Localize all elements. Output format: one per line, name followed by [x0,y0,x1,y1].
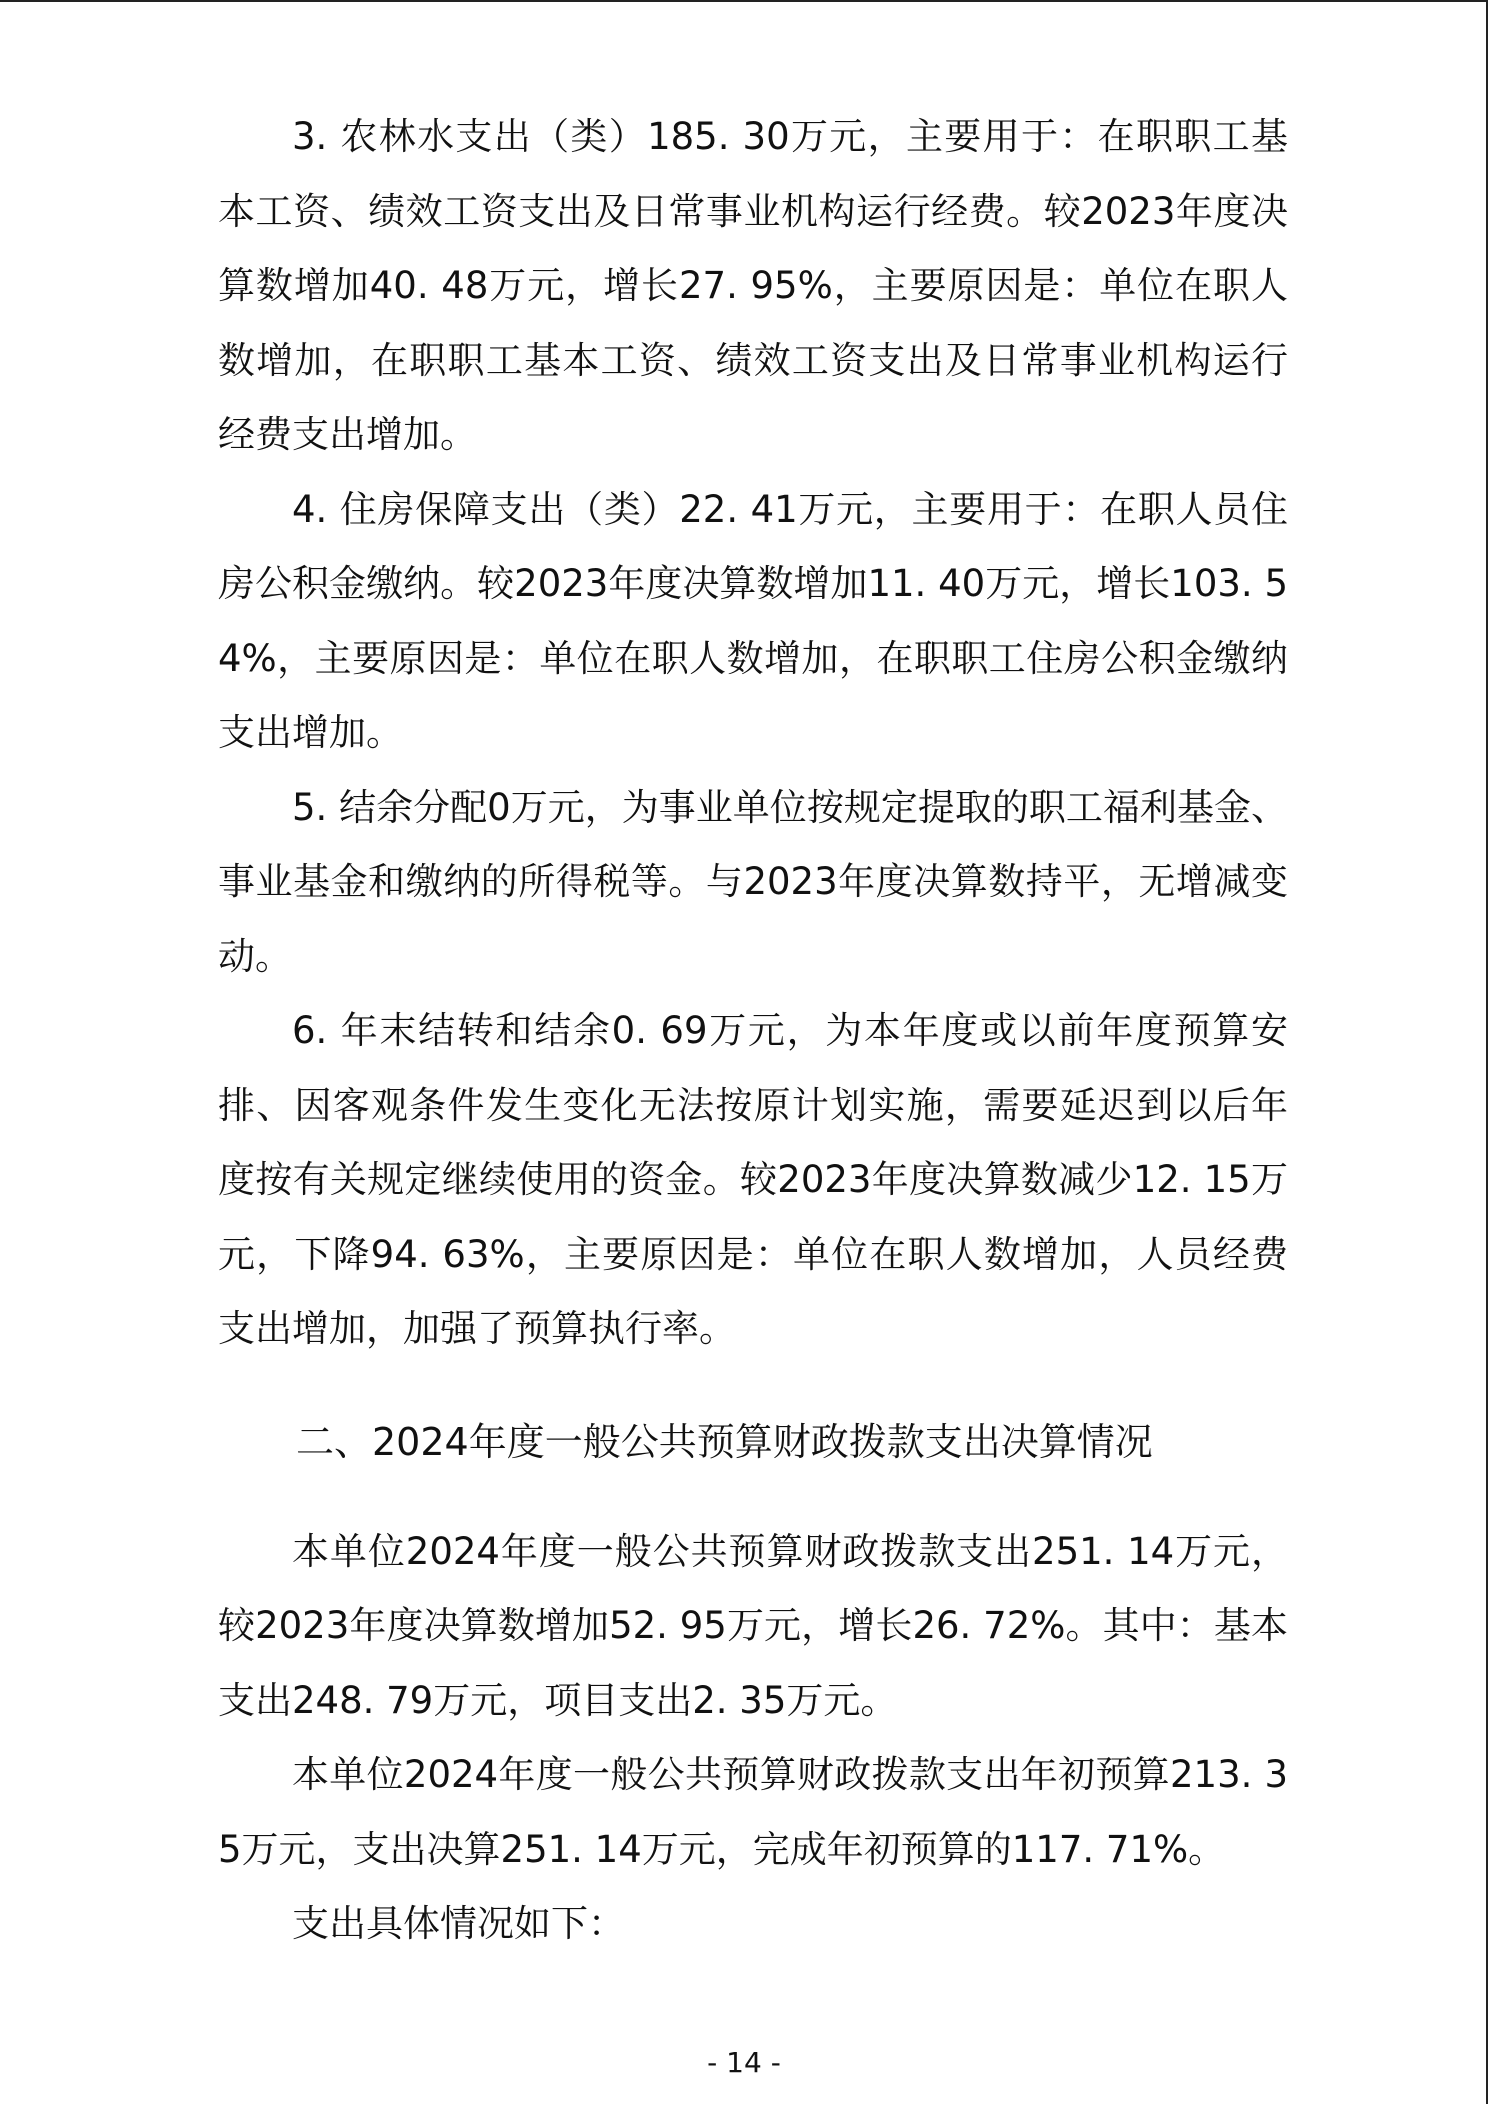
paragraph-agriculture-expenditure: 3. 农林水支出（类）185. 30万元，主要用于：在职职工基本工资、绩效工资支出及日常事业机构运行经费。较2023年度决算数增加40. 48万元，增长27. 95%，主要原因是：单位在职人数增加，在职职工基本工资、绩效工资支出及日常事业机构运行经费支出增加。 [218,115,1288,456]
page-border-top [0,0,1488,2]
section-heading: 二、2024年度一般公共预算财政拨款支出决算情况 [296,1419,1153,1464]
paragraph-housing-expenditure: 4. 住房保障支出（类）22. 41万元，主要用于：在职人员住房公积金缴纳。较2023年度决算数增加11. 40万元，增长103. 54%，主要原因是：单位在职人数增加，在职职工住房公积金缴纳支出增加。 [218,487,1288,754]
paragraph-general-budget-expenditure: 本单位2024年度一般公共预算财政拨款支出251. 14万元，较2023年度决算数增加52. 95万元，增长26. 72%。其中：基本支出248. 79万元，项目支出2. 35万元。 [218,1529,1288,1722]
document-body [218,100,1288,1962]
paragraph-details-intro: 支出具体情况如下： [292,1902,625,1945]
page-number: - 14 - [707,2046,781,2079]
paragraph-year-end-carryover: 6. 年末结转和结余0. 69万元，为本年度或以前年度预算安排、因客观条件发生变化无法按原计划实施，需要延迟到以后年度按有关规定继续使用的资金。较2023年度决算数减少12. 15万元，下降94. 63%，主要原因是：单位在职人数增加，人员经费支出增加，加强了预算执行率。 [218,1009,1288,1350]
paragraph-budget-completion: 本单位2024年度一般公共预算财政拨款支出年初预算213. 35万元，支出决算251. 14万元，完成年初预算的117. 71%。 [218,1753,1288,1871]
paragraph-surplus-distribution: 5. 结余分配0万元，为事业单位按规定提取的职工福利基金、事业基金和缴纳的所得税等。与2023年度决算数持平，无增减变动。 [218,785,1288,978]
